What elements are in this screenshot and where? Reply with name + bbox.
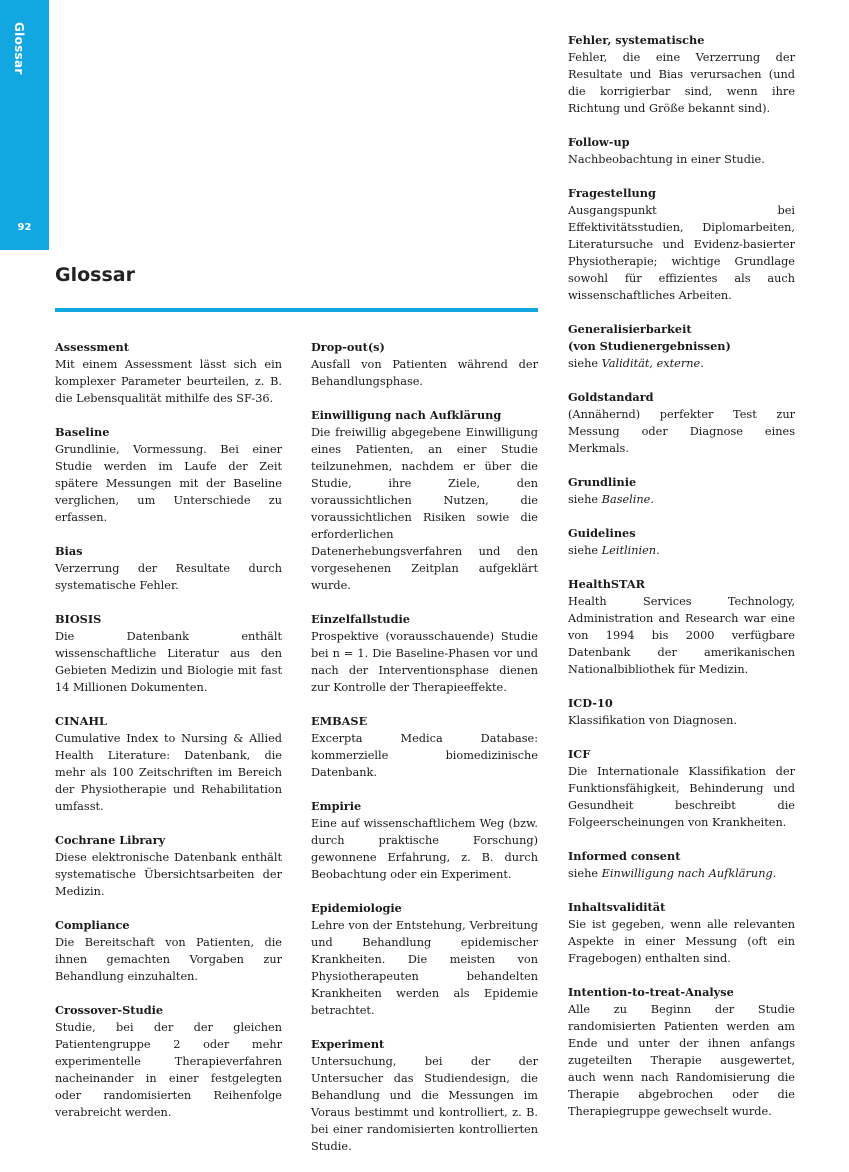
glossary-term-qualifier: (von Studienergebnissen) [568, 339, 731, 353]
glossary-entry [568, 746, 795, 831]
glossary-definition-text: Diese elektronische Datenbank enthält systematische Übersichtsarbeiten der Medizin. [55, 851, 282, 898]
glossary-entry [568, 899, 795, 967]
glossary-definition-text: Alle zu Beginn der Studie randomisierten Patienten werden am Ende und unter der ihnen anfangs zugeteilten Therapie ausgewertet, auch wenn nach Randomisierung die Therapie abgebrochen oder die Therapiegruppe gewechselt wurde. [568, 1003, 795, 1118]
glossary-term: ICF [568, 747, 591, 761]
glossary-term: Assessment [55, 340, 129, 354]
glossary-entry [568, 185, 795, 304]
glossary-entry [568, 474, 795, 508]
glossary-entry [568, 32, 795, 117]
glossary-definition-text: Lehre von der Entstehung, Verbreitung und Behandlung epidemischer Krankheiten. Die meisten von Physiotherapeuten behandelten Krankheiten werden als Epidemie betrachtet. [311, 919, 538, 1017]
glossary-definition-text: siehe [568, 867, 602, 880]
glossary-term: ICD-10 [568, 696, 613, 710]
glossary-term: Empirie [311, 799, 362, 813]
glossary-definition-text: Die Datenbank enthält wissenschaftliche Literatur aus den Gebieten Medizin und Biologie mit fast 14 Millionen Dokumenten. [55, 630, 282, 694]
glossary-entry [55, 1002, 282, 1121]
glossary-definition-text: Ausfall von Patienten während der Behandlungsphase. [311, 358, 538, 388]
glossary-definition [311, 356, 538, 390]
glossary-definition [55, 441, 282, 526]
glossary-definition [568, 406, 795, 457]
glossary-definition-text: Die Internationale Klassifikation der Funktionsfähigkeit, Behinderung und Gesundheit beschreibt die Folgeerscheinungen von Krankheiten. [568, 765, 795, 829]
glossary-definition-text: Sie ist gegeben, wenn alle relevanten Aspekte in einer Messung (oft ein Fragebogen) enthalten sind. [568, 918, 795, 965]
glossary-definition-end: . [700, 357, 704, 370]
glossary-definition [311, 815, 538, 883]
glossary-definition-text: Fehler, die eine Verzerrung der Resultate und Bias verursachen (und die korrigierbar sind, wenn ihre Richtung und Größe bekannt sind). [568, 51, 795, 115]
glossary-entry [568, 389, 795, 457]
glossary-entry [568, 576, 795, 678]
glossary-definition [311, 730, 538, 781]
glossary-term: Experiment [311, 1037, 385, 1051]
glossary-definition-text: Studie, bei der der gleichen Patientengruppe 2 oder mehr experimentelle Therapieverfahren nacheinander in einer festgelegten oder randomisierten Reihenfolge verabreicht werden. [55, 1021, 282, 1119]
glossary-entry [311, 339, 538, 390]
glossary-term: Einwilligung nach Aufklärung [311, 408, 502, 422]
glossary-definition-text: (Annähernd) perfekter Test zur Messung oder Diagnose eines Merkmals. [568, 408, 795, 455]
glossary-definition-text: Nachbeobachtung in einer Studie. [568, 153, 765, 166]
glossary-definition-text: Grundlinie, Vormessung. Bei einer Studie werden im Laufe der Zeit spätere Messungen mit der Baseline verglichen, um Unterschiede zu erfassen. [55, 443, 282, 524]
glossary-term: HealthSTAR [568, 577, 646, 591]
glossary-entry [311, 798, 538, 883]
glossary-term: Follow-up [568, 135, 630, 149]
glossary-column-1 [55, 339, 282, 1138]
glossary-definition [568, 202, 795, 304]
glossary-entry [568, 695, 795, 729]
glossary-entry [311, 407, 538, 594]
glossary-entry [311, 713, 538, 781]
glossary-definition [311, 628, 538, 696]
glossary-entry [55, 832, 282, 900]
glossary-definition-text: Ausgangspunkt bei Effektivitätsstudien, Diplomarbeiten, Literatursuche und Evidenz-basierter Physiotherapie; wichtige Grundlage sowohl für effizientes als auch wissenschaftliches Arbeiten. [568, 204, 795, 302]
glossary-term: EMBASE [311, 714, 368, 728]
glossary-definition [55, 730, 282, 815]
glossary-definition [568, 865, 795, 882]
glossary-definition [568, 491, 795, 508]
glossary-definition-text: Prospektive (vorausschauende) Studie bei n = 1. Die Baseline-Phasen vor und nach der Interventionsphase dienen zur Kontrolle der Therapieeffekte. [311, 630, 538, 694]
glossary-term: CINAHL [55, 714, 107, 728]
glossary-definition-text: Cumulative Index to Nursing & Allied Health Literature: Datenbank, die mehr als 100 Zeitschriften im Bereich der Physiotherapie und Rehabilitation umfasst. [55, 732, 282, 813]
glossary-definition-text: Eine auf wissenschaftlichem Weg (bzw. durch praktische Forschung) gewonnene Erfahrung, z. B. durch Beobachtung oder ein Experiment. [311, 817, 538, 881]
glossary-entry [311, 611, 538, 696]
glossary-column-2 [311, 339, 538, 1172]
glossary-term: Goldstandard [568, 390, 654, 404]
glossary-definition-text: Klassifikation von Diagnosen. [568, 714, 738, 727]
glossary-entry [311, 1036, 538, 1155]
chapter-tab-label: Glossar [12, 22, 26, 75]
glossary-entry [568, 525, 795, 559]
glossary-definition [568, 151, 795, 168]
glossary-definition-text: Excerpta Medica Database: kommerzielle biomedizinische Datenbank. [311, 732, 538, 779]
glossary-entry [55, 713, 282, 815]
glossary-definition [568, 916, 795, 967]
page-title: Glossar [55, 264, 135, 286]
page-number: 92 [17, 222, 32, 233]
glossary-definition [568, 1001, 795, 1120]
glossary-definition [568, 355, 795, 372]
glossary-entry [568, 848, 795, 882]
glossary-term: Informed consent [568, 849, 681, 863]
glossary-definition [55, 934, 282, 985]
glossary-cross-reference: Leitlinien [601, 544, 657, 557]
glossary-definition-end: . [656, 544, 660, 557]
glossary-cross-reference: Validität, externe [601, 357, 701, 370]
glossary-term: Cochrane Library [55, 833, 166, 847]
glossary-term: Grundlinie [568, 475, 637, 489]
glossary-term: Einzelfallstudie [311, 612, 410, 626]
glossary-definition [311, 1053, 538, 1155]
glossary-term: Baseline [55, 425, 110, 439]
glossary-entry [568, 984, 795, 1120]
glossary-definition [568, 763, 795, 831]
glossary-term: Bias [55, 544, 83, 558]
glossary-term: Compliance [55, 918, 130, 932]
glossary-entry [55, 917, 282, 985]
glossary-entry [568, 321, 795, 372]
glossary-term: Intention-to-treat-Analyse [568, 985, 734, 999]
glossary-definition [55, 849, 282, 900]
chapter-side-tab [0, 0, 49, 250]
glossary-term: Crossover-Studie [55, 1003, 164, 1017]
glossary-entry [311, 900, 538, 1019]
glossary-definition [568, 542, 795, 559]
glossary-term: Epidemiologie [311, 901, 402, 915]
glossary-definition [55, 356, 282, 407]
glossary-definition-text: Untersuchung, bei der der Untersucher das Studiendesign, die Behandlung und die Messungen im Voraus bestimmt und kontrolliert, z. B. bei einer randomisierten kontrollierten Studie. [311, 1055, 538, 1153]
glossary-definition [55, 560, 282, 594]
glossary-definition [568, 49, 795, 117]
glossary-definition [55, 1019, 282, 1121]
glossary-definition-text: Die Bereitschaft von Patienten, die ihnen gemachten Vorgaben zur Behandlung einzuhalten. [55, 936, 282, 983]
glossary-term: BIOSIS [55, 612, 102, 626]
glossary-term: Generalisierbarkeit [568, 322, 692, 336]
glossary-column-3 [568, 32, 795, 1120]
glossary-term: Guidelines [568, 526, 636, 540]
glossary-cross-reference: Baseline. [601, 493, 654, 506]
glossary-definition-text: Mit einem Assessment lässt sich ein komplexer Parameter beurteilen, z. B. die Lebensqualität mithilfe des SF-36. [55, 358, 282, 405]
glossary-definition [568, 593, 795, 678]
glossary-definition-text: siehe [568, 493, 602, 506]
glossary-entry [568, 134, 795, 168]
glossary-definition [568, 712, 795, 729]
glossary-definition [55, 628, 282, 696]
glossary-term: Drop-out(s) [311, 340, 385, 354]
glossary-definition-text: Die freiwillig abgegebene Einwilligung eines Patienten, an einer Studie teilzunehmen, nachdem er über die Studie, ihre Ziele, den voraussichtlichen Nutzen, die voraussichtlichen Risiken sowie die erforderlichen Datenerhebungsverfahren und den vorgesehenen Zeitplan aufgeklärt wurde. [311, 426, 538, 592]
glossary-cross-reference: Einwilligung nach Aufklärung. [601, 867, 777, 880]
glossary-definition [311, 424, 538, 594]
glossary-entry [55, 339, 282, 407]
glossary-entry [55, 611, 282, 696]
glossary-definition-text: siehe [568, 544, 602, 557]
glossary-term: Fehler, systematische [568, 33, 705, 47]
glossary-term: Fragestellung [568, 186, 656, 200]
glossary-definition-text: Health Services Technology, Administration and Research war eine von 1994 bis 2000 verfügbare Datenbank der amerikanischen Nationalbibliothek für Medizin. [568, 595, 795, 676]
glossary-term: Inhaltsvalidität [568, 900, 666, 914]
glossary-entry [55, 543, 282, 594]
glossary-definition-text: Verzerrung der Resultate durch systematische Fehler. [55, 562, 282, 592]
title-divider [55, 308, 538, 312]
glossary-entry [55, 424, 282, 526]
glossary-definition [311, 917, 538, 1019]
glossary-definition-text: siehe [568, 357, 602, 370]
